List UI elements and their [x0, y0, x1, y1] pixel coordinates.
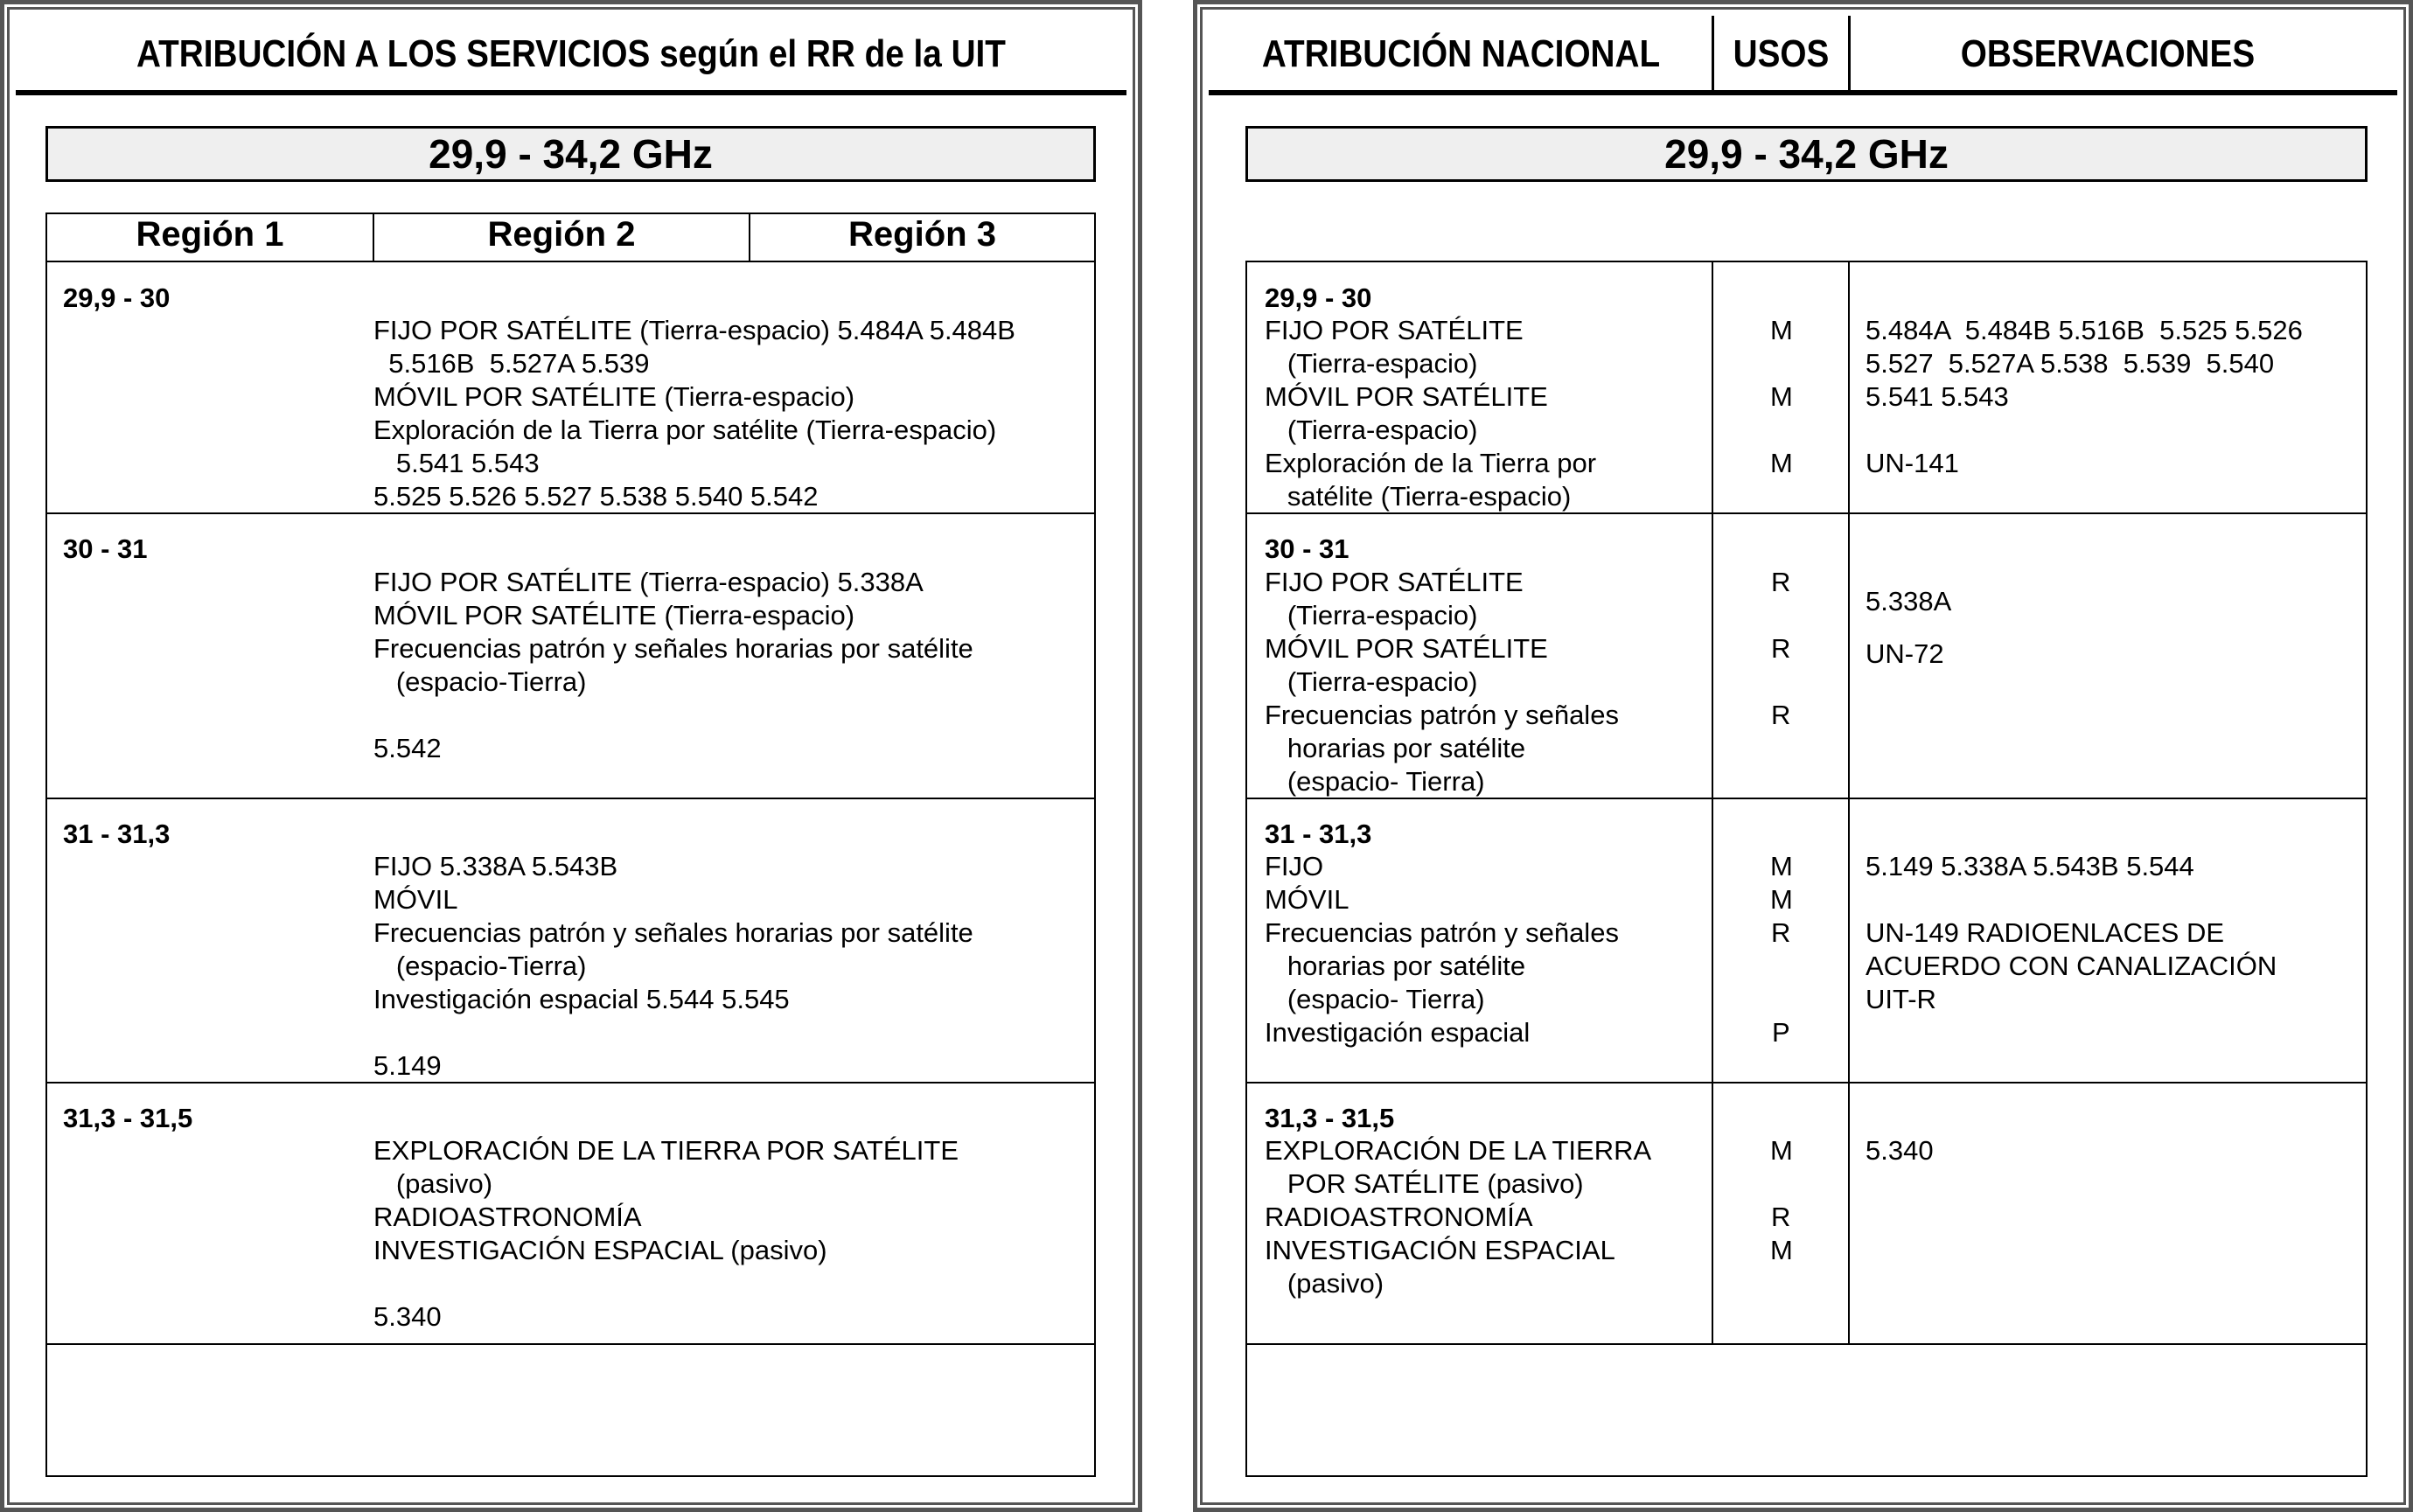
usos-value: M [1770, 851, 1793, 881]
observacion-line: 5.340 [1866, 1135, 1934, 1166]
national-band-range: 31 - 31,3 [1265, 819, 1372, 849]
usos-value: R [1771, 1202, 1791, 1232]
allocation-line: (pasivo) [373, 1168, 493, 1199]
usos-value: R [1771, 700, 1791, 730]
allocation-line: EXPLORACIÓN DE LA TIERRA POR SATÉLITE [373, 1135, 959, 1166]
band-range: 31 - 31,3 [63, 819, 171, 849]
region-2-header: Región 2 [487, 215, 636, 254]
national-allocation-line: MÓVIL [1265, 884, 1349, 915]
national-allocation-line: FIJO POR SATÉLITE [1265, 315, 1524, 345]
left-row-rule [45, 798, 1096, 799]
usos-column-rule [1712, 261, 1713, 1344]
allocation-line: Frecuencias patrón y señales horarias por satélite [373, 633, 973, 664]
usos-value: M [1770, 381, 1793, 412]
national-allocation-line: (Tierra-espacio) [1265, 348, 1478, 379]
observacion-line: ACUERDO CON CANALIZACIÓN [1866, 951, 2277, 981]
observacion-line: 5.149 5.338A 5.543B 5.544 [1866, 851, 2194, 881]
allocation-line: 5.542 [373, 733, 442, 763]
national-allocation-line: FIJO POR SATÉLITE [1265, 567, 1524, 597]
region-header-rule [45, 261, 1096, 262]
allocation-line: 5.541 5.543 [373, 448, 540, 478]
usos-value: R [1771, 917, 1791, 948]
left-row-rule [45, 1343, 1096, 1345]
left-band-label: 29,9 - 34,2 GHz [45, 126, 1096, 182]
usos-value: R [1771, 567, 1791, 597]
allocation-line: INVESTIGACIÓN ESPACIAL (pasivo) [373, 1235, 827, 1265]
national-allocation-line: Frecuencias patrón y señales [1265, 917, 1619, 948]
national-allocation-line: Exploración de la Tierra por [1265, 448, 1597, 478]
left-title-rule [16, 90, 1126, 95]
usos-value: M [1770, 884, 1793, 915]
observacion-line: 5.338A [1866, 586, 1952, 617]
national-allocation-line: satélite (Tierra-espacio) [1265, 481, 1572, 512]
national-band-range: 29,9 - 30 [1265, 282, 1372, 313]
national-allocation-line: horarias por satélite [1265, 951, 1526, 981]
national-allocation-line: (pasivo) [1265, 1268, 1384, 1299]
allocation-line: MÓVIL [373, 884, 458, 915]
observacion-line: 5.484A 5.484B 5.516B 5.525 5.526 [1866, 315, 2303, 345]
observacion-line: UIT-R [1866, 984, 1936, 1014]
national-allocation-line: POR SATÉLITE (pasivo) [1265, 1168, 1584, 1199]
national-allocation-line: Investigación espacial [1265, 1017, 1531, 1048]
allocation-line: FIJO 5.338A 5.543B [373, 851, 618, 881]
allocation-line: Frecuencias patrón y señales horarias por satélite [373, 917, 973, 948]
national-allocation-line: horarias por satélite [1265, 733, 1526, 763]
left-title: ATRIBUCIÓN A LOS SERVICIOS según el RR de la UIT [136, 32, 1006, 75]
national-allocation-line: EXPLORACIÓN DE LA TIERRA [1265, 1135, 1652, 1166]
allocation-line: Investigación espacial 5.544 5.545 [373, 984, 790, 1014]
allocation-line: (espacio-Tierra) [373, 951, 587, 981]
allocation-line: 5.340 [373, 1301, 442, 1332]
national-allocation-line: (Tierra-espacio) [1265, 600, 1478, 631]
observacion-line: UN-72 [1866, 638, 1944, 669]
usos-value: P [1772, 1017, 1790, 1048]
allocation-line: 5.525 5.526 5.527 5.538 5.540 5.542 [373, 481, 819, 512]
usos-value: M [1770, 315, 1793, 345]
right-row-rule [1245, 1343, 2368, 1345]
region-3-header: Región 3 [848, 215, 996, 254]
obs-column-rule [1848, 261, 1850, 1344]
band-range: 29,9 - 30 [63, 282, 171, 313]
observacion-line: UN-149 RADIOENLACES DE [1866, 917, 2225, 948]
national-allocation-line: (espacio- Tierra) [1265, 766, 1485, 797]
observacion-line: 5.527 5.527A 5.538 5.539 5.540 [1866, 348, 2275, 379]
allocation-line: MÓVIL POR SATÉLITE (Tierra-espacio) [373, 600, 855, 631]
allocation-line: 5.516B 5.527A 5.539 [373, 348, 650, 379]
national-allocation-line: FIJO [1265, 851, 1324, 881]
national-allocation-line: MÓVIL POR SATÉLITE [1265, 381, 1548, 412]
header-observaciones: OBSERVACIONES [1960, 32, 2256, 75]
allocation-line: Exploración de la Tierra por satélite (Tierra-espacio) [373, 415, 997, 445]
observacion-line: 5.541 5.543 [1866, 381, 2009, 412]
region-1-header: Región 1 [136, 215, 284, 254]
allocation-line: 5.149 [373, 1050, 442, 1081]
allocation-line: (espacio-Tierra) [373, 666, 587, 697]
national-allocation-line: (Tierra-espacio) [1265, 415, 1478, 445]
right-row-rule [1245, 1082, 2368, 1083]
national-allocation-line: (Tierra-espacio) [1265, 666, 1478, 697]
usos-value: M [1770, 1235, 1793, 1265]
header-divider-2 [1848, 16, 1851, 93]
allocation-line: FIJO POR SATÉLITE (Tierra-espacio) 5.338A [373, 567, 924, 597]
allocation-line: FIJO POR SATÉLITE (Tierra-espacio) 5.484A 5.484B [373, 315, 1015, 345]
national-band-range: 30 - 31 [1265, 533, 1349, 564]
allocation-line: RADIOASTRONOMÍA [373, 1202, 642, 1232]
header-usos: USOS [1733, 32, 1830, 75]
usos-value: R [1771, 633, 1791, 664]
band-range: 30 - 31 [63, 533, 148, 564]
usos-value: M [1770, 448, 1793, 478]
national-allocation-line: INVESTIGACIÓN ESPACIAL [1265, 1235, 1615, 1265]
national-allocation-line: MÓVIL POR SATÉLITE [1265, 633, 1548, 664]
header-divider-1 [1712, 16, 1714, 93]
right-title-rule [1209, 90, 2397, 95]
national-allocation-line: (espacio- Tierra) [1265, 984, 1485, 1014]
allocation-line: MÓVIL POR SATÉLITE (Tierra-espacio) [373, 381, 855, 412]
left-row-rule [45, 1082, 1096, 1083]
band-range: 31,3 - 31,5 [63, 1103, 193, 1133]
national-band-range: 31,3 - 31,5 [1265, 1103, 1395, 1133]
national-allocation-line: RADIOASTRONOMÍA [1265, 1202, 1533, 1232]
usos-value: M [1770, 1135, 1793, 1166]
observacion-line: UN-141 [1866, 448, 1959, 478]
national-allocation-line: Frecuencias patrón y señales [1265, 700, 1619, 730]
right-band-label: 29,9 - 34,2 GHz [1245, 126, 2368, 182]
header-atribucion-nacional: ATRIBUCIÓN NACIONAL [1261, 32, 1661, 75]
